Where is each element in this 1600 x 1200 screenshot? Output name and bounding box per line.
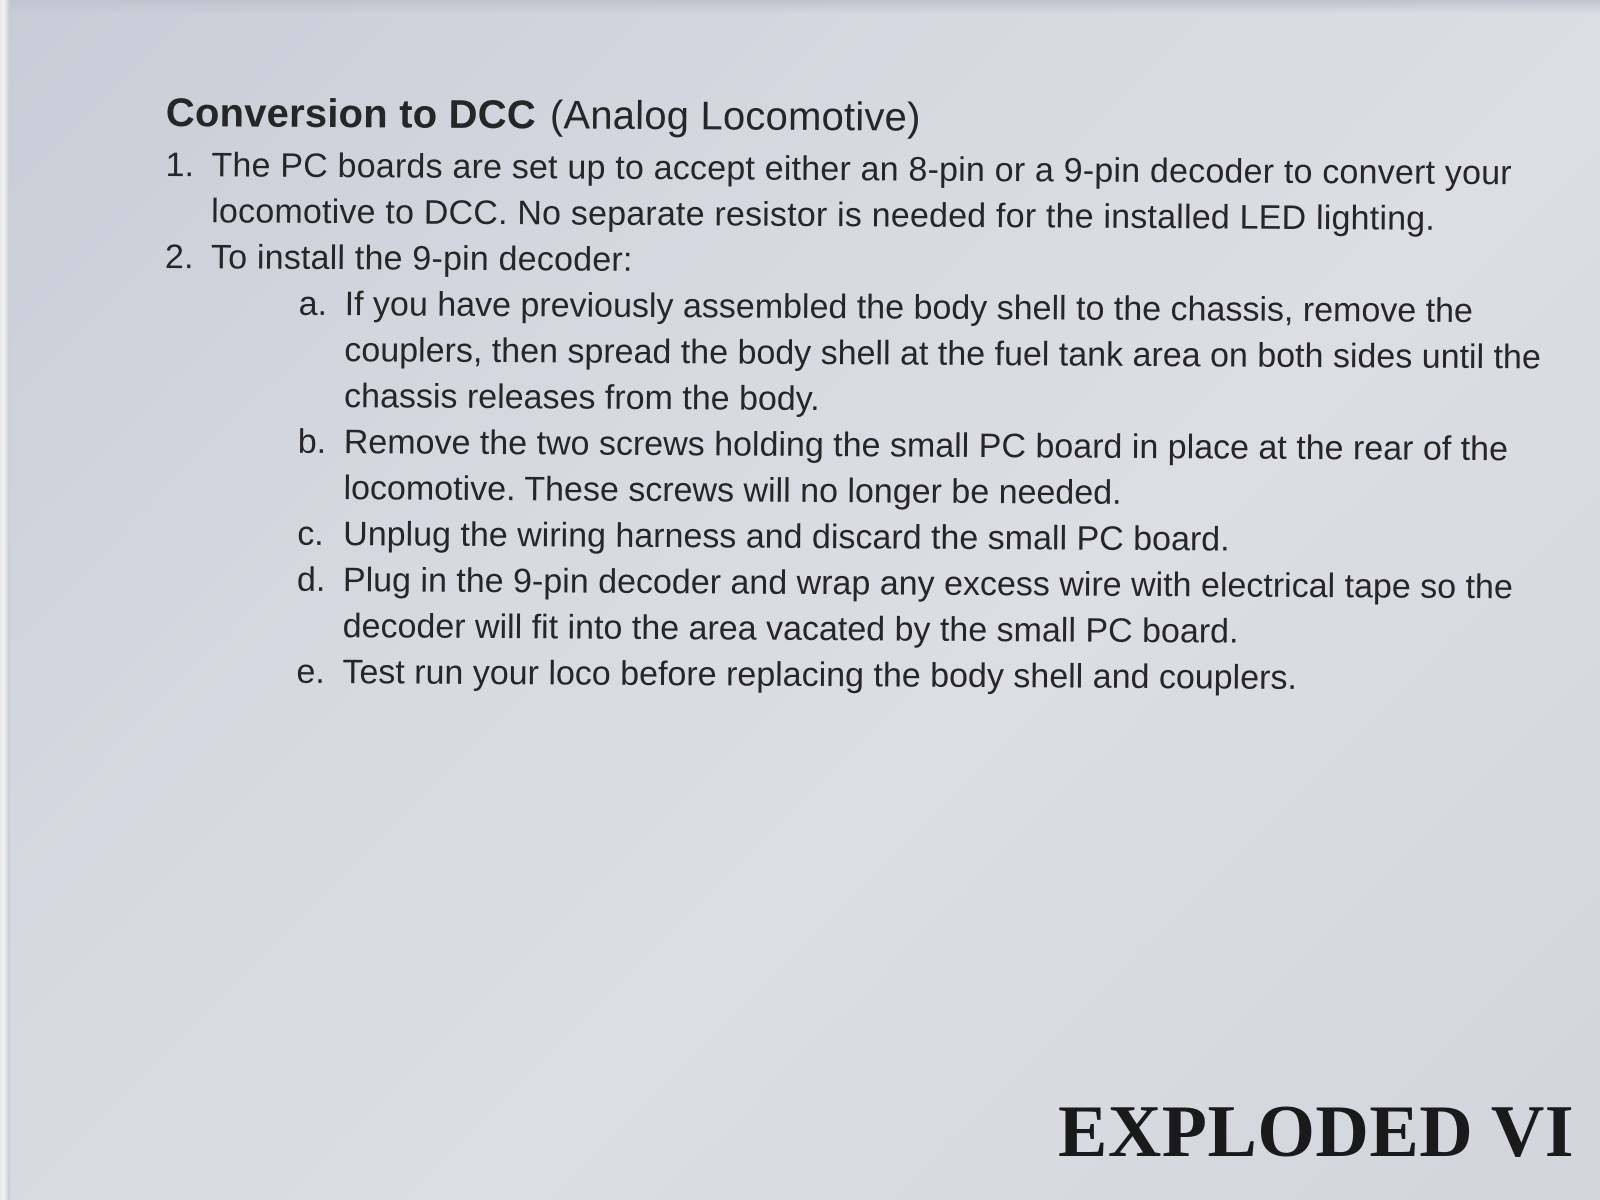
subitem-marker: e. — [296, 652, 325, 691]
item-text: To install the 9-pin decoder: — [210, 238, 633, 279]
instruction-subitem-d — [163, 556, 1594, 657]
instruction-subitem-b — [163, 418, 1594, 519]
section-title-subtitle: (Analog Locomotive) — [549, 93, 921, 140]
instruction-subitem-a — [164, 280, 1595, 427]
section-title — [166, 84, 1586, 151]
item-marker: 2. — [164, 237, 194, 277]
subitem-text: If you have previously assembled the body shell to the chassis, remove the couplers, then spread the body shell at the fuel tank area on both sides until the chassis releases from the body. — [343, 285, 1541, 418]
item-text: The PC boards are set up to accept either an 8-pin or a 9-pin decoder to convert your locomotive to DCC. No separate resistor is needed for the installed LED lighting. — [211, 146, 1512, 238]
subitem-marker: b. — [297, 422, 327, 461]
instructions-section — [162, 84, 1586, 703]
subitem-marker: d. — [296, 560, 326, 599]
instruction-subitem-e — [162, 648, 1592, 703]
item-marker: 1. — [165, 145, 195, 185]
exploded-view-heading: EXPLODED VI — [1058, 1092, 1575, 1172]
subitem-text: Remove the two screws holding the small PC board in place at the rear of the locomotive. These screws will no longer be needed. — [343, 423, 1509, 512]
page-left-edge — [0, 0, 10, 1200]
page-top-shadow — [0, 0, 1600, 14]
subitem-marker: c. — [297, 514, 324, 553]
subitem-text: Test run your loco before replacing the body shell and couplers. — [342, 653, 1297, 697]
subitem-marker: a. — [298, 284, 328, 323]
instruction-item-1 — [165, 142, 1552, 242]
subitem-text: Plug in the 9-pin decoder and wrap any excess wire with electrical tape so the decoder will fit into the area vacated by the small PC board. — [342, 561, 1513, 651]
section-title-main: Conversion to DCC — [165, 90, 537, 138]
subitem-text: Unplug the wiring harness and discard the small PC board. — [343, 515, 1230, 559]
